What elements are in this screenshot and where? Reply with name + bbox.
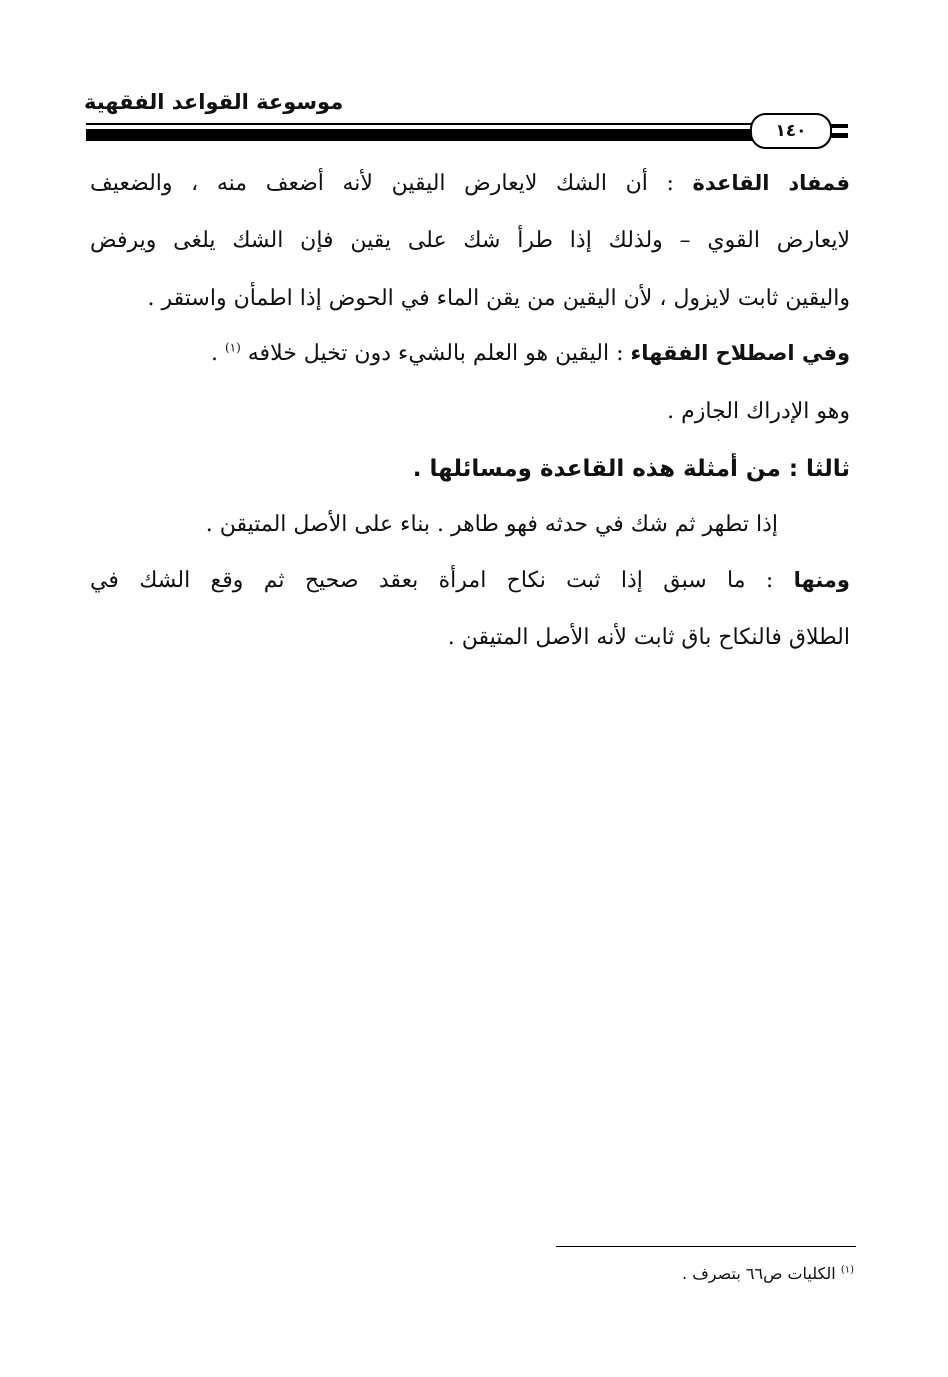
paragraph-1-line-1 [90,173,850,195]
footnote-reference: (١) [224,340,241,355]
paragraph-text: : ما سبق إذا ثبت نكاح امرأة بعقد صحيح ثم وقع الشك في [90,568,774,593]
paragraph-1-line-2: لايعارض القوي – ولذلك إذا طرأ شك على يقين فإن الشك يلغى ويرفض [90,228,850,253]
sentence-end: . [210,341,218,366]
paragraph-2-line-2: وهو الإدراك الجازم . [667,399,850,424]
term-label: فمفاد القاعدة [692,171,850,195]
term-label: وفي اصطلاح الفقهاء [630,341,850,365]
page-number-badge: ١٤٠ [750,113,832,149]
running-header-title: موسوعة القواعد الفقهية [84,90,344,114]
header-rule-thin [86,123,808,125]
header-rule-thick [86,129,808,141]
paragraph-text: : أن الشك لايعارض اليقين لأنه أضعف منه ، والضعيف [90,171,674,196]
footnote-separator [556,1246,856,1247]
footnote-text: الكليات ص٦٦ بتصرف . [682,1264,836,1283]
footnote-marker: (١) [840,1264,854,1276]
term-label: ومنها [793,568,850,592]
paragraph-text: : اليقين هو العلم بالشيء دون تخيل خلافه [247,341,624,366]
section-heading: ثالثا : من أمثلة هذه القاعدة ومسائلها . [412,456,850,482]
paragraph-4-line-2: الطلاق فالنكاح باق ثابت لأنه الأصل المتيقن . [447,625,850,650]
paragraph-1-line-3: واليقين ثابت لايزول ، لأن اليقين من يقن الماء في الحوض إذا اطمأن واستقر . [147,286,850,311]
paragraph-3-line-1: إذا تطهر ثم شك في حدثه فهو طاهر . بناء على الأصل المتيقن . [205,512,778,537]
paragraph-2-line-1 [210,340,850,366]
paragraph-4-line-1 [90,570,850,592]
footnote [682,1266,854,1282]
